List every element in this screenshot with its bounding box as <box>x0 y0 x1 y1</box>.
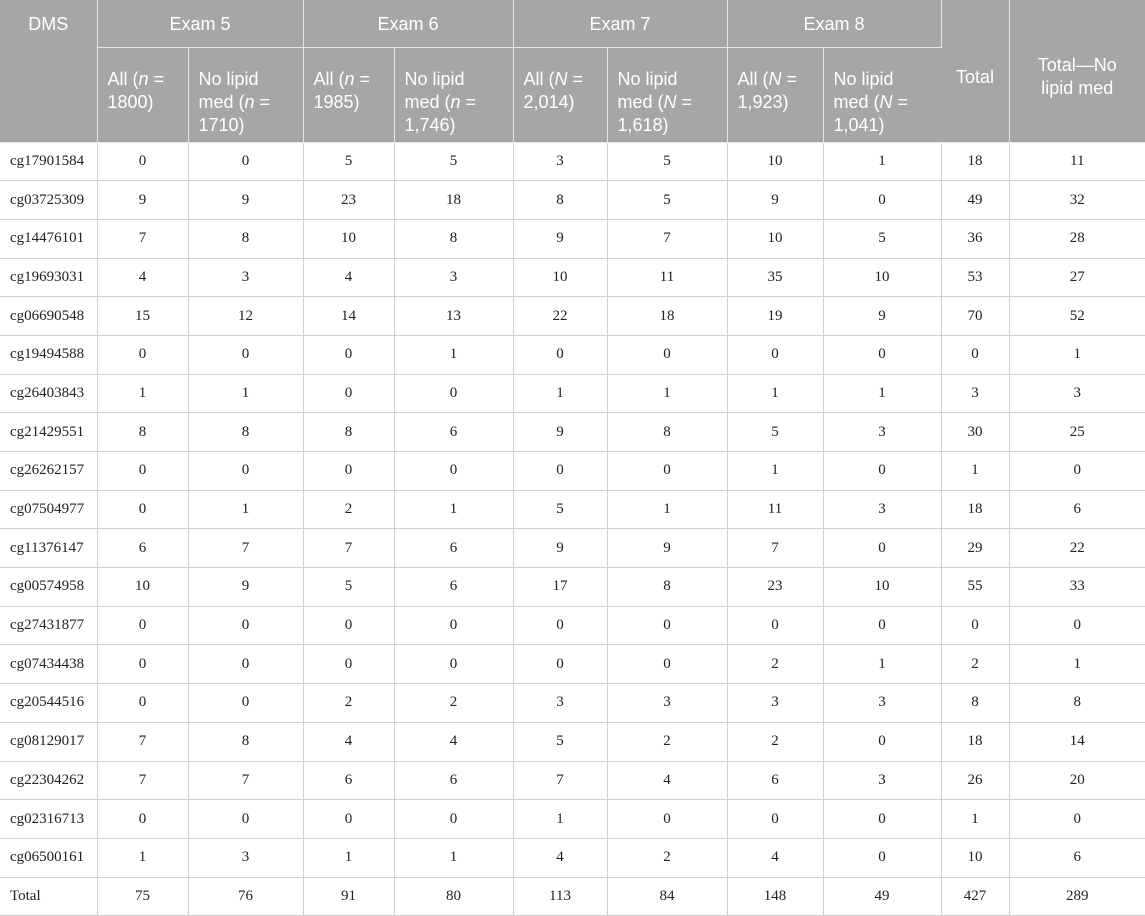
table-row <box>0 684 1145 723</box>
table-cell: 0 <box>303 800 394 839</box>
table-cell: 9 <box>727 181 823 220</box>
table-cell: 3 <box>823 684 941 723</box>
table-cell: 7 <box>188 529 303 568</box>
table-cell: 0 <box>188 684 303 723</box>
total-row <box>0 877 1145 916</box>
table-cell: 10 <box>97 568 188 607</box>
table-cell: 10 <box>823 568 941 607</box>
table-cell: 10 <box>727 219 823 258</box>
table-row <box>0 761 1145 800</box>
table-cell: 0 <box>97 335 188 374</box>
table-cell: 0 <box>1009 606 1145 645</box>
table-cell: 9 <box>513 219 607 258</box>
table-cell: 0 <box>823 722 941 761</box>
table-row <box>0 529 1145 568</box>
row-label: cg22304262 <box>0 761 97 800</box>
table-header <box>0 0 1145 142</box>
table-cell: 2 <box>727 722 823 761</box>
table-cell: 18 <box>941 490 1009 529</box>
table-cell: 9 <box>513 529 607 568</box>
table-cell: 1 <box>394 490 513 529</box>
row-label: cg14476101 <box>0 219 97 258</box>
table-cell: 9 <box>513 413 607 452</box>
table-row <box>0 219 1145 258</box>
table-cell: 0 <box>607 335 727 374</box>
table-cell: 3 <box>513 142 607 181</box>
table-cell: 6 <box>394 568 513 607</box>
subgroup-header: No lipid med (n = 1,746) <box>394 47 513 142</box>
table-cell: 0 <box>1009 452 1145 491</box>
total-no-lipid-header: Total—No lipid med <box>1009 0 1145 142</box>
table-cell: 0 <box>607 606 727 645</box>
table-cell: 1 <box>727 452 823 491</box>
table-cell: 6 <box>303 761 394 800</box>
table-cell: 2 <box>607 838 727 877</box>
table-row <box>0 490 1145 529</box>
table-cell: 11 <box>727 490 823 529</box>
table-cell: 18 <box>941 142 1009 181</box>
table-cell: 23 <box>303 181 394 220</box>
table-cell: 0 <box>97 490 188 529</box>
table-cell: 18 <box>394 181 513 220</box>
table-cell: 0 <box>97 142 188 181</box>
table-cell: 5 <box>727 413 823 452</box>
table-cell: 91 <box>303 877 394 916</box>
table-cell: 49 <box>823 877 941 916</box>
exam-5-header: Exam 5 <box>97 0 303 47</box>
table-cell: 0 <box>97 684 188 723</box>
table-cell: 7 <box>188 761 303 800</box>
table-cell: 8 <box>188 219 303 258</box>
table-cell: 1 <box>727 374 823 413</box>
row-label: cg06500161 <box>0 838 97 877</box>
table-cell: 22 <box>513 297 607 336</box>
table-cell: 289 <box>1009 877 1145 916</box>
table-cell: 0 <box>607 800 727 839</box>
table-cell: 70 <box>941 297 1009 336</box>
table-cell: 5 <box>303 568 394 607</box>
table-cell: 113 <box>513 877 607 916</box>
exam-8-header: Exam 8 <box>727 0 941 47</box>
table-cell: 5 <box>513 490 607 529</box>
table-cell: 11 <box>1009 142 1145 181</box>
table-cell: 1 <box>1009 335 1145 374</box>
table-cell: 0 <box>727 606 823 645</box>
table-cell: 17 <box>513 568 607 607</box>
table-cell: 3 <box>823 413 941 452</box>
table-cell: 76 <box>188 877 303 916</box>
table-cell: 4 <box>303 258 394 297</box>
row-label: cg26262157 <box>0 452 97 491</box>
table-cell: 8 <box>607 568 727 607</box>
dms-header: DMS <box>0 0 97 142</box>
table-cell: 2 <box>727 645 823 684</box>
table-row <box>0 413 1145 452</box>
table-cell: 4 <box>607 761 727 800</box>
table-cell: 28 <box>1009 219 1145 258</box>
exam-7-header: Exam 7 <box>513 0 727 47</box>
table-cell: 52 <box>1009 297 1145 336</box>
subgroup-header: All (N = 1,923) <box>727 47 823 142</box>
table-cell: 4 <box>97 258 188 297</box>
table-cell: 0 <box>188 452 303 491</box>
table-cell: 14 <box>1009 722 1145 761</box>
table-cell: 0 <box>823 529 941 568</box>
table-cell: 0 <box>513 606 607 645</box>
table-cell: 2 <box>303 684 394 723</box>
table-row <box>0 838 1145 877</box>
table-cell: 0 <box>823 838 941 877</box>
table-cell: 22 <box>1009 529 1145 568</box>
table-cell: 75 <box>97 877 188 916</box>
table-cell: 6 <box>394 761 513 800</box>
table-cell: 8 <box>941 684 1009 723</box>
table-cell: 0 <box>823 181 941 220</box>
table-cell: 3 <box>607 684 727 723</box>
table-cell: 0 <box>394 800 513 839</box>
subgroup-header: All (n = 1985) <box>303 47 394 142</box>
table-cell: 1 <box>303 838 394 877</box>
table-row <box>0 452 1145 491</box>
table-cell: 9 <box>188 568 303 607</box>
row-label: cg21429551 <box>0 413 97 452</box>
table-cell: 0 <box>188 335 303 374</box>
table-cell: 7 <box>727 529 823 568</box>
table-cell: 3 <box>394 258 513 297</box>
table-cell: 29 <box>941 529 1009 568</box>
table-cell: 6 <box>1009 838 1145 877</box>
row-label: cg17901584 <box>0 142 97 181</box>
table-row <box>0 606 1145 645</box>
table-cell: 7 <box>97 761 188 800</box>
table-cell: 0 <box>1009 800 1145 839</box>
table-cell: 25 <box>1009 413 1145 452</box>
table-cell: 5 <box>823 219 941 258</box>
row-label: cg02316713 <box>0 800 97 839</box>
table-cell: 1 <box>394 838 513 877</box>
table-cell: 10 <box>727 142 823 181</box>
table-cell: 1 <box>188 490 303 529</box>
total-header: Total <box>941 0 1009 142</box>
table-cell: 9 <box>823 297 941 336</box>
table-cell: 26 <box>941 761 1009 800</box>
row-label: cg03725309 <box>0 181 97 220</box>
table-cell: 6 <box>394 529 513 568</box>
table-row <box>0 181 1145 220</box>
row-label: cg20544516 <box>0 684 97 723</box>
table-row <box>0 374 1145 413</box>
row-label: cg00574958 <box>0 568 97 607</box>
exam-6-header: Exam 6 <box>303 0 513 47</box>
row-label: cg19494588 <box>0 335 97 374</box>
table-cell: 36 <box>941 219 1009 258</box>
header-row-exams <box>0 0 1145 47</box>
table-cell: 1 <box>823 374 941 413</box>
table-row <box>0 258 1145 297</box>
table-cell: 2 <box>303 490 394 529</box>
table-cell: 0 <box>394 645 513 684</box>
table-body <box>0 142 1145 916</box>
table-cell: 4 <box>303 722 394 761</box>
table-cell: 49 <box>941 181 1009 220</box>
table-cell: 0 <box>513 335 607 374</box>
table-cell: 5 <box>394 142 513 181</box>
table-cell: 3 <box>823 490 941 529</box>
row-label: cg27431877 <box>0 606 97 645</box>
row-label: cg07434438 <box>0 645 97 684</box>
table-cell: 1 <box>941 452 1009 491</box>
table-cell: 5 <box>607 181 727 220</box>
table-cell: 1 <box>607 374 727 413</box>
table-cell: 8 <box>394 219 513 258</box>
table-cell: 6 <box>1009 490 1145 529</box>
table-cell: 9 <box>607 529 727 568</box>
table-cell: 0 <box>823 800 941 839</box>
table-cell: 1 <box>823 645 941 684</box>
table-cell: 148 <box>727 877 823 916</box>
table-cell: 0 <box>727 800 823 839</box>
table-cell: 80 <box>394 877 513 916</box>
table-cell: 1 <box>1009 645 1145 684</box>
table-cell: 10 <box>941 838 1009 877</box>
table-cell: 0 <box>394 452 513 491</box>
table-cell: 53 <box>941 258 1009 297</box>
table-cell: 8 <box>607 413 727 452</box>
table-cell: 8 <box>188 722 303 761</box>
table-cell: 0 <box>607 645 727 684</box>
table-cell: 5 <box>513 722 607 761</box>
table-cell: 1 <box>97 374 188 413</box>
table-cell: 0 <box>823 335 941 374</box>
table-cell: 0 <box>823 606 941 645</box>
table-cell: 0 <box>188 606 303 645</box>
table-cell: 1 <box>394 335 513 374</box>
table-row <box>0 142 1145 181</box>
table-cell: 7 <box>97 722 188 761</box>
table-row <box>0 335 1145 374</box>
table-cell: 9 <box>97 181 188 220</box>
row-label: cg11376147 <box>0 529 97 568</box>
table-cell: 1 <box>513 800 607 839</box>
table-cell: 7 <box>303 529 394 568</box>
row-label: cg26403843 <box>0 374 97 413</box>
subgroup-header: No lipid med (n = 1710) <box>188 47 303 142</box>
table-cell: 0 <box>727 335 823 374</box>
table-cell: 2 <box>941 645 1009 684</box>
table-cell: 27 <box>1009 258 1145 297</box>
table-cell: 3 <box>513 684 607 723</box>
table-cell: 1 <box>97 838 188 877</box>
table-cell: 1 <box>188 374 303 413</box>
table-row <box>0 568 1145 607</box>
table-cell: 0 <box>303 606 394 645</box>
table-cell: 12 <box>188 297 303 336</box>
table-cell: 33 <box>1009 568 1145 607</box>
row-label: cg08129017 <box>0 722 97 761</box>
table-cell: 15 <box>97 297 188 336</box>
table-cell: 32 <box>1009 181 1145 220</box>
table-cell: 7 <box>513 761 607 800</box>
table-cell: 0 <box>188 142 303 181</box>
subgroup-header: No lipid med (N = 1,041) <box>823 47 941 142</box>
table-cell: 0 <box>823 452 941 491</box>
table-cell: 0 <box>394 606 513 645</box>
table-cell: 55 <box>941 568 1009 607</box>
table-cell: 0 <box>97 645 188 684</box>
table-row <box>0 800 1145 839</box>
table-cell: 0 <box>941 606 1009 645</box>
row-label: cg07504977 <box>0 490 97 529</box>
table-cell: 5 <box>607 142 727 181</box>
table-cell: 0 <box>513 645 607 684</box>
table-cell: 1 <box>823 142 941 181</box>
table-cell: 7 <box>607 219 727 258</box>
table-cell: 0 <box>303 452 394 491</box>
table-cell: 6 <box>394 413 513 452</box>
table-cell: 30 <box>941 413 1009 452</box>
table-cell: 20 <box>1009 761 1145 800</box>
table-cell: 14 <box>303 297 394 336</box>
table-cell: 0 <box>513 452 607 491</box>
row-label: cg19693031 <box>0 258 97 297</box>
table-row <box>0 297 1145 336</box>
table-cell: 18 <box>607 297 727 336</box>
table-cell: 4 <box>513 838 607 877</box>
table-cell: 3 <box>727 684 823 723</box>
table-cell: 6 <box>97 529 188 568</box>
table-cell: 8 <box>513 181 607 220</box>
table-cell: 11 <box>607 258 727 297</box>
table-cell: 2 <box>607 722 727 761</box>
table-cell: 8 <box>1009 684 1145 723</box>
table-cell: 1 <box>513 374 607 413</box>
table-cell: 2 <box>394 684 513 723</box>
table-cell: 0 <box>188 800 303 839</box>
subgroup-header: All (n = 1800) <box>97 47 188 142</box>
table-cell: 4 <box>394 722 513 761</box>
table-cell: 4 <box>727 838 823 877</box>
table-cell: 7 <box>97 219 188 258</box>
table-cell: 10 <box>513 258 607 297</box>
table-cell: 1 <box>941 800 1009 839</box>
table-cell: 1 <box>607 490 727 529</box>
table-cell: 10 <box>303 219 394 258</box>
table-cell: 0 <box>97 452 188 491</box>
table-cell: 8 <box>188 413 303 452</box>
table-cell: 84 <box>607 877 727 916</box>
table-cell: 427 <box>941 877 1009 916</box>
table-cell: 3 <box>941 374 1009 413</box>
table-cell: 19 <box>727 297 823 336</box>
row-label: cg06690548 <box>0 297 97 336</box>
table-cell: 3 <box>188 258 303 297</box>
table-cell: 0 <box>188 645 303 684</box>
table-cell: 0 <box>303 645 394 684</box>
table-cell: 9 <box>188 181 303 220</box>
table-cell: 3 <box>823 761 941 800</box>
table-cell: 8 <box>303 413 394 452</box>
table-cell: 0 <box>607 452 727 491</box>
table-cell: 0 <box>303 335 394 374</box>
table-cell: 0 <box>97 606 188 645</box>
table-cell: 0 <box>394 374 513 413</box>
table-cell: 3 <box>1009 374 1145 413</box>
row-label: Total <box>0 877 97 916</box>
table-cell: 8 <box>97 413 188 452</box>
table-cell: 35 <box>727 258 823 297</box>
subgroup-header: No lipid med (N = 1,618) <box>607 47 727 142</box>
table-cell: 18 <box>941 722 1009 761</box>
table-cell: 13 <box>394 297 513 336</box>
table-cell: 0 <box>941 335 1009 374</box>
table-cell: 0 <box>97 800 188 839</box>
table-cell: 0 <box>303 374 394 413</box>
table-cell: 23 <box>727 568 823 607</box>
table-row <box>0 722 1145 761</box>
subgroup-header: All (N = 2,014) <box>513 47 607 142</box>
table-cell: 5 <box>303 142 394 181</box>
table-cell: 6 <box>727 761 823 800</box>
table-cell: 10 <box>823 258 941 297</box>
table-row <box>0 645 1145 684</box>
table-cell: 3 <box>188 838 303 877</box>
